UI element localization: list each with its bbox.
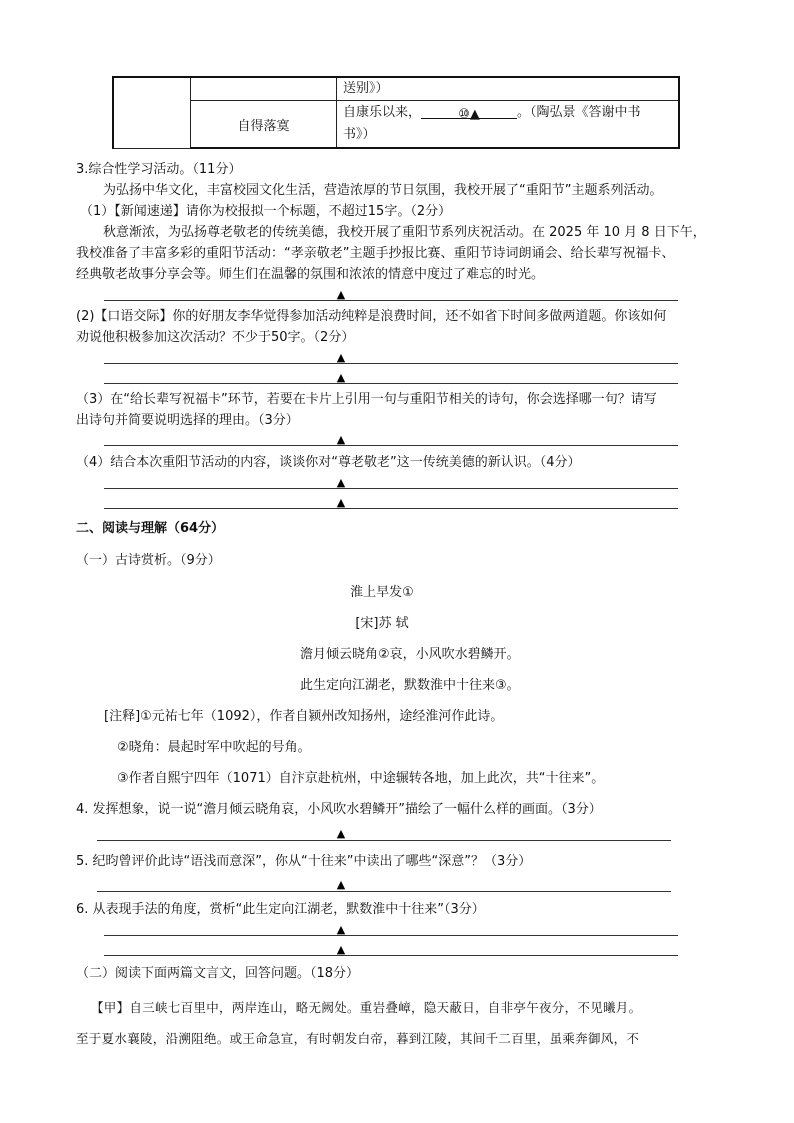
news-line: 秋意渐浓，为弘扬尊老敬老的传统美德，我校开展了重阳节系列庆祝活动。在 2025 年 10 月 8 日下午， <box>103 225 706 240</box>
q3-sub2: (2)【口语交际】你的好朋友李华觉得参加活动纯粹是浪费时间，还不如省下时间多做两道题。你该如何 <box>76 309 667 324</box>
poem-line: 澹月倾云晓角②哀，小风吹水碧鳞开。 <box>300 647 520 662</box>
news-line: 我校准备了丰富多彩的重阳节活动：“孝亲敬老”主题手抄报比赛、重阳节诗词朗诵会、给长辈写祝福卡、 <box>76 246 675 261</box>
answer-triangle: ▲ <box>336 878 346 891</box>
answer-line[interactable] <box>97 840 671 841</box>
q3-title: 3.综合性学习活动。（11分） <box>76 162 242 177</box>
section2-title: 二、阅读与理解（64分） <box>76 521 225 536</box>
q5: 5. 纪昀曾评价此诗“语浅而意深”，你从“十往来”中读出了哪些“深意”？（3分） <box>76 854 532 869</box>
table-cell-empty <box>113 77 191 148</box>
answer-triangle: ▲ <box>336 496 346 509</box>
answer-triangle: ▲ <box>336 371 346 384</box>
q3-sub4: （4）结合本次重阳节活动的内容，谈谈你对“尊老敬老”这一传统美德的新认识。（4分） <box>76 455 581 470</box>
q6: 6. 从表现手法的角度，赏析“此生定向江湖老，默数淮中十往来”（3分） <box>76 902 485 917</box>
answer-line[interactable] <box>104 955 678 956</box>
poem-title: 淮上早发① <box>350 585 414 600</box>
answer-line[interactable] <box>104 935 678 936</box>
q3-sub2: 劝说他积极参加这次活动？不少于50字。（2分） <box>76 330 355 345</box>
answer-line[interactable] <box>104 300 678 301</box>
answer-triangle: ▲ <box>336 288 346 301</box>
answer-line[interactable] <box>97 891 671 892</box>
answer-line[interactable] <box>104 363 678 364</box>
q4: 4. 发挥想象，说一说“澹月倾云晓角哀，小风吹水碧鳞开”描绘了一幅什么样的画面。（3分） <box>76 802 602 817</box>
answer-line[interactable] <box>104 508 678 509</box>
table-cell-empty-2 <box>191 77 337 101</box>
part2-title: （二）阅读下面两篇文言文，回答问题。（18分） <box>76 966 360 981</box>
poem-line: 此生定向江湖老，默数淮中十往来③。 <box>300 678 520 693</box>
table-cell-theme: 自得落寞 <box>191 101 337 149</box>
q3-sub3: （3）在“给长辈写祝福卡”环节，若要在卡片上引用一句与重阳节相关的诗句，你会选择哪一句？请写 <box>76 392 657 407</box>
answer-line[interactable] <box>104 383 678 384</box>
note-line: [注释]①元祐七年（1092），作者自颍州改知扬州，途经淮河作此诗。 <box>104 709 504 724</box>
table-cell-text: 送别》） <box>337 77 680 101</box>
answer-blank-10[interactable]: ⑩▲ <box>421 104 517 119</box>
passage-jia: 【甲】自三峡七百里中，两岸连山，略无阙处。重岩叠嶂，隐天蔽日，自非亭午夜分，不见曦月。 <box>91 1000 642 1015</box>
answer-triangle: ▲ <box>336 827 346 840</box>
answer-line[interactable] <box>104 488 678 489</box>
answer-triangle: ▲ <box>336 943 346 956</box>
answer-triangle: ▲ <box>336 351 346 364</box>
answer-triangle: ▲ <box>336 476 346 489</box>
answer-triangle: ▲ <box>336 433 346 446</box>
passage-jia: 至于夏水襄陵，沿溯阻绝。或王命急宣，有时朝发白帝，暮到江陵，其间千二百里，虽乘奔御风，不 <box>76 1031 640 1046</box>
table-cell-quote: 自康乐以来， ⑩▲ 。（陶弘景《答谢中书 书》） <box>337 101 680 149</box>
poem-author: [宋]苏 轼 <box>355 616 409 631</box>
note-line: ②晓角：晨起时军中吹起的号角。 <box>117 740 311 755</box>
answer-line[interactable] <box>104 445 678 446</box>
q3-sub3: 出诗句并简要说明选择的理由。（3分） <box>76 413 299 428</box>
part1-title: （一）古诗赏析。（9分） <box>76 553 221 568</box>
news-line: 经典敬老故事分享会等。师生们在温馨的氛围和浓浓的情意中度过了难忘的时光。 <box>76 267 545 282</box>
answer-triangle: ▲ <box>336 923 346 936</box>
q3-sub1-prompt: （1）【新闻速递】请你为校报拟一个标题，不超过15字。（2分） <box>80 204 452 219</box>
note-line: ③作者自熙宁四年（1071）自汴京赴杭州，中途辗转各地，加上此次，共“十往来”。 <box>117 771 605 786</box>
q3-intro: 为弘扬中华文化，丰富校园文化生活，营造浓厚的节日氛围，我校开展了“重阳节”主题系列活动。 <box>103 183 663 198</box>
top-table <box>112 76 680 149</box>
